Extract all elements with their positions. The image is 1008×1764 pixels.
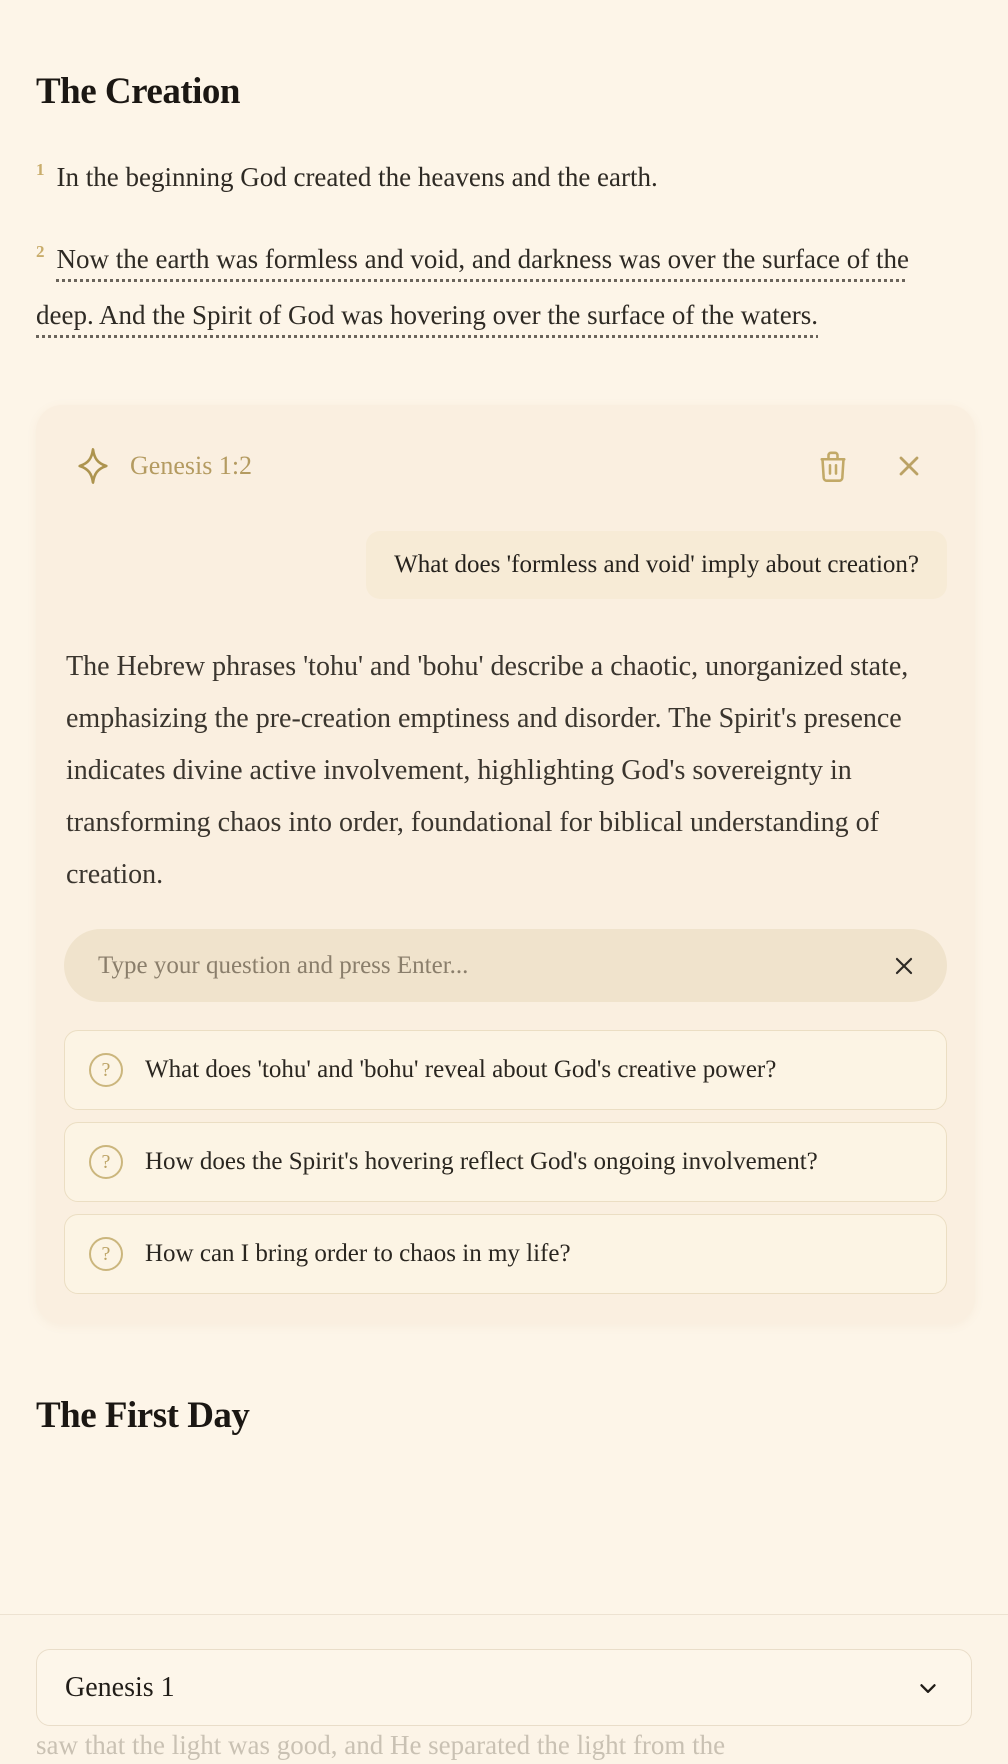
background-verse-text: saw that the light was good, and He separated the light from the	[36, 1730, 726, 1760]
ai-question-card	[36, 405, 975, 1324]
section-title-creation: The Creation	[36, 71, 241, 112]
verse-reference: Genesis 1:2	[130, 451, 253, 480]
verse-2-number: 2	[36, 242, 45, 261]
ai-card-header-actions	[815, 447, 925, 485]
suggestion-item-1[interactable]	[64, 1030, 947, 1110]
suggestion-item-2[interactable]	[64, 1122, 947, 1202]
question-circle-icon: ?	[89, 1237, 123, 1271]
clear-icon	[891, 953, 917, 979]
question-circle-icon: ?	[89, 1145, 123, 1179]
chapter-select[interactable]	[36, 1649, 972, 1726]
verse-2[interactable]	[36, 233, 936, 341]
suggestion-label: How can I bring order to chaos in my life?	[145, 1240, 571, 1267]
chevron-down-icon	[915, 1675, 941, 1701]
verse-1-number: 1	[36, 160, 45, 179]
verse-1-text: In the beginning God created the heavens and the earth.	[56, 162, 658, 192]
question-input-bar	[64, 929, 947, 1002]
section-title-first-day: The First Day	[36, 1395, 250, 1436]
suggestion-item-3[interactable]	[64, 1214, 947, 1294]
suggestion-label: What does 'tohu' and 'bohu' reveal about God's creative power?	[145, 1056, 777, 1083]
suggestion-list	[64, 1030, 947, 1294]
close-card-button[interactable]	[893, 450, 925, 482]
question-input[interactable]	[98, 952, 891, 980]
verse-2-text: Now the earth was formless and void, and darkness was over the surface of the deep. And the Spirit of God was hovering over the surface of the waters.	[36, 244, 909, 330]
chapter-select-value: Genesis 1	[65, 1671, 175, 1703]
close-icon	[893, 450, 925, 482]
clear-input-button[interactable]	[891, 953, 917, 979]
ai-answer-text: The Hebrew phrases 'tohu' and 'bohu' describe a chaotic, unorganized state, emphasizing the pre-creation emptiness and disorder. The Spirit's presence indicates divine active involvement, highlighting God's sovereignty in transforming chaos into order, foundational for biblical understanding of creation.	[66, 651, 909, 890]
chapter-footer-bar	[0, 1614, 1008, 1764]
suggestion-label: How does the Spirit's hovering reflect God's ongoing involvement?	[145, 1148, 818, 1175]
question-circle-icon: ?	[89, 1053, 123, 1087]
verse-1	[36, 151, 936, 207]
sparkle-icon	[72, 445, 114, 487]
delete-conversation-button[interactable]	[815, 447, 851, 485]
user-question-bubble: What does 'formless and void' imply about creation?	[366, 531, 947, 599]
trash-icon	[815, 447, 851, 485]
ai-card-header-left	[72, 445, 252, 487]
ai-card-header	[64, 445, 947, 487]
